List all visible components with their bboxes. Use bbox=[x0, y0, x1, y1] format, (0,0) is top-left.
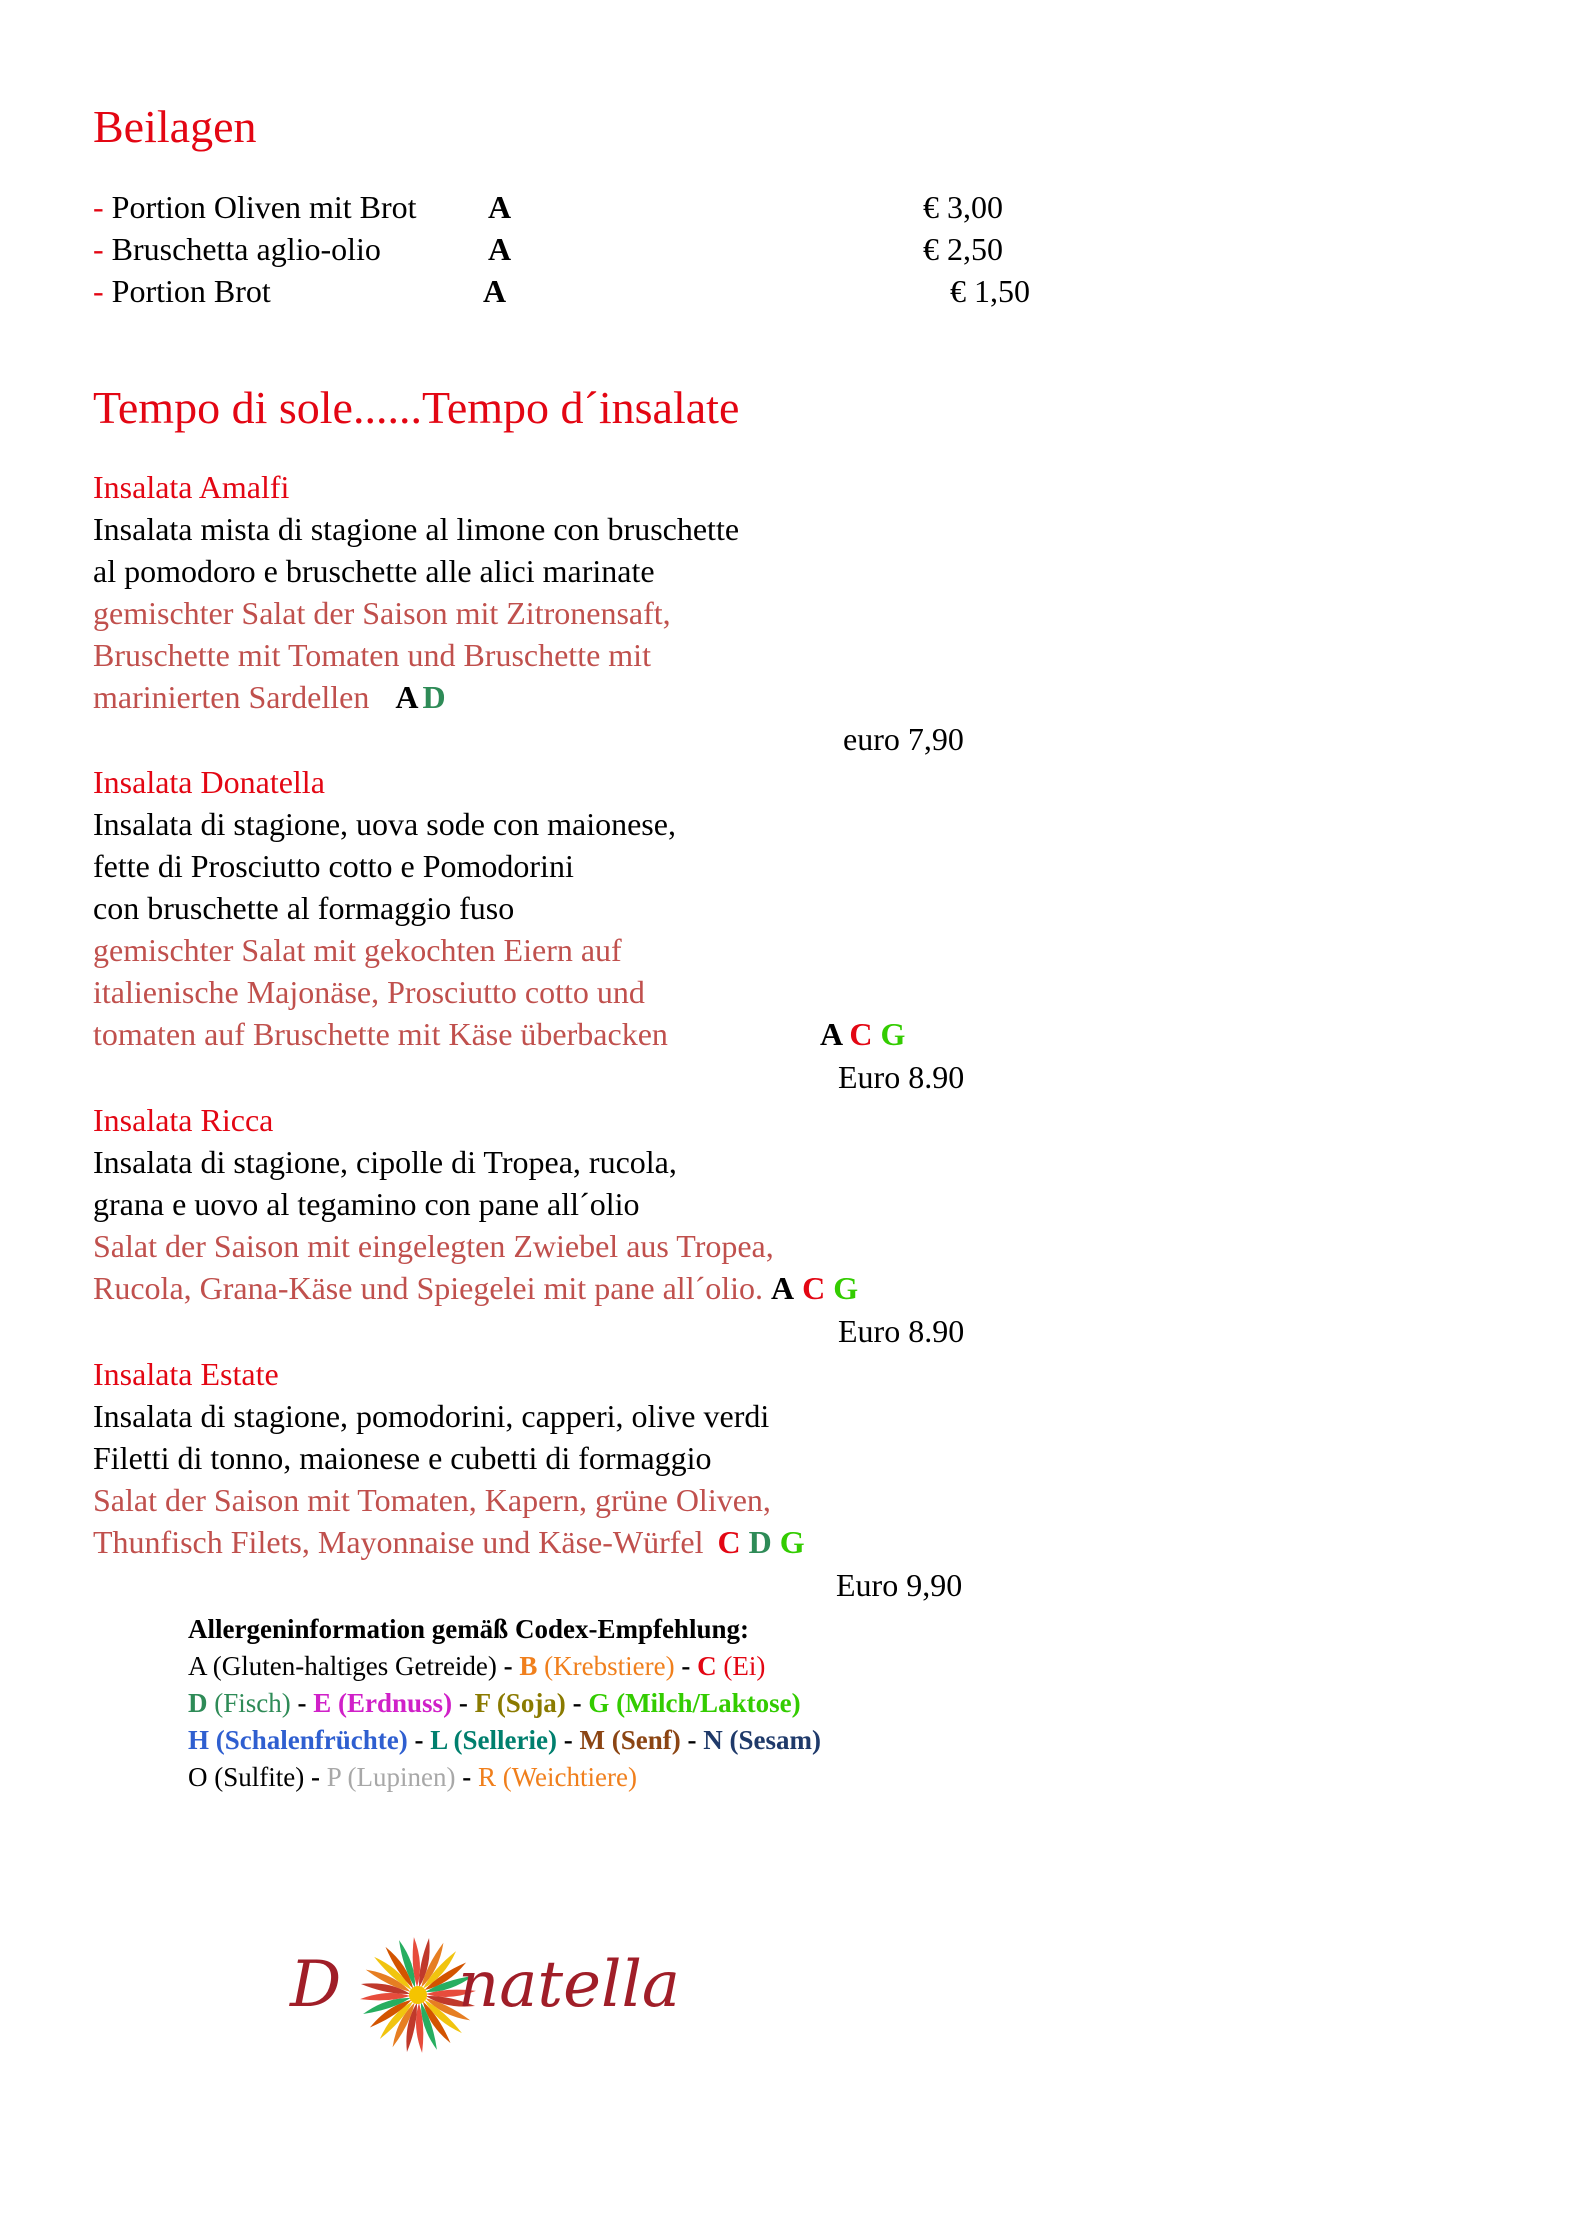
allergen-legend-entry bbox=[188, 1651, 497, 1681]
allergen-legend-label: (Sellerie) bbox=[453, 1725, 557, 1755]
allergen-legend-label: (Sesam) bbox=[729, 1725, 821, 1755]
item-price: € 2,50 bbox=[923, 231, 1003, 267]
allergen-legend-entry bbox=[430, 1725, 557, 1755]
allergen-codes bbox=[820, 1013, 905, 1055]
allergen-legend-label: (Fisch) bbox=[214, 1688, 291, 1718]
allergen-separator: - bbox=[452, 1688, 475, 1718]
allergen-info-list bbox=[188, 1648, 821, 1796]
salad-desc-de: Salat der Saison mit eingelegten Zwiebel aus Tropea, bbox=[93, 1228, 774, 1264]
salads-title: Tempo di sole......Tempo d´insalate bbox=[93, 382, 740, 433]
allergen-separator: - bbox=[496, 1651, 520, 1681]
beilagen-title: Beilagen bbox=[93, 101, 257, 152]
allergen-legend-code: L bbox=[430, 1725, 454, 1755]
salad-desc-it: Insalata di stagione, pomodorini, capperi, olive verdi bbox=[93, 1398, 770, 1434]
allergen-legend-code: P bbox=[326, 1762, 348, 1792]
salad-desc-it: grana e uovo al tegamino con pane all´olio bbox=[93, 1186, 640, 1222]
allergen-legend-code: M bbox=[579, 1725, 612, 1755]
salad-desc-de: gemischter Salat der Saison mit Zitronensaft, bbox=[93, 595, 671, 631]
salad-desc-row bbox=[93, 676, 446, 718]
allergen-legend-entry bbox=[588, 1688, 800, 1718]
beilagen-item bbox=[93, 228, 381, 270]
allergen-legend-label: (Sulfite) bbox=[214, 1762, 305, 1792]
salad-desc-it: fette di Prosciutto cotto e Pomodorini bbox=[93, 848, 574, 884]
allergen-legend-code: N bbox=[703, 1725, 730, 1755]
item-price: € 3,00 bbox=[923, 189, 1003, 225]
allergen-separator: - bbox=[680, 1725, 704, 1755]
allergen-code: D bbox=[422, 679, 446, 715]
allergen-separator: - bbox=[304, 1762, 327, 1792]
allergen-legend-entry bbox=[327, 1762, 456, 1792]
item-allergen: A bbox=[488, 231, 512, 267]
allergen-code: G bbox=[880, 1016, 906, 1052]
allergen-legend-code: A bbox=[188, 1651, 213, 1681]
allergen-legend-code: C bbox=[697, 1651, 724, 1681]
allergen-legend-code: G bbox=[588, 1688, 617, 1718]
allergen-legend-code: H bbox=[188, 1725, 216, 1755]
salad-price: Euro 9,90 bbox=[836, 1567, 963, 1603]
salad-desc-row bbox=[93, 1521, 805, 1563]
salad-desc-it: Filetti di tonno, maionese e cubetti di formaggio bbox=[93, 1440, 712, 1476]
salad-desc-it: con bruschette al formaggio fuso bbox=[93, 890, 515, 926]
allergen-legend-line bbox=[188, 1648, 821, 1685]
allergen-legend-label: (Senf) bbox=[611, 1725, 681, 1755]
dash: - bbox=[93, 189, 104, 225]
allergen-code: A bbox=[395, 679, 419, 715]
allergen-legend-code: O bbox=[188, 1762, 215, 1792]
item-allergen: A bbox=[488, 189, 512, 225]
allergen-separator: - bbox=[407, 1725, 431, 1755]
allergen-code: C bbox=[849, 1016, 873, 1052]
allergen-legend-entry bbox=[188, 1762, 304, 1792]
allergen-code: D bbox=[748, 1524, 772, 1560]
allergen-legend-line bbox=[188, 1722, 821, 1759]
allergen-legend-code: F bbox=[474, 1688, 497, 1718]
item-name: Portion Brot bbox=[111, 273, 271, 309]
allergen-legend-code: D bbox=[188, 1688, 215, 1718]
allergen-separator: - bbox=[455, 1762, 478, 1792]
salad-price: Euro 8.90 bbox=[838, 1313, 965, 1349]
salad-desc-de: italienische Majonäse, Prosciutto cotto und bbox=[93, 974, 645, 1010]
salad-desc-it: Insalata mista di stagione al limone con bruschette bbox=[93, 511, 740, 547]
allergen-legend-label: (Soja) bbox=[496, 1688, 566, 1718]
salad-desc-it: al pomodoro e bruschette alle alici marinate bbox=[93, 553, 655, 589]
allergen-separator: - bbox=[290, 1688, 314, 1718]
allergen-code: G bbox=[833, 1270, 859, 1306]
salad-price: euro 7,90 bbox=[843, 721, 964, 757]
allergen-legend-code: E bbox=[313, 1688, 339, 1718]
allergen-code: G bbox=[779, 1524, 805, 1560]
allergen-code: C bbox=[717, 1524, 741, 1560]
allergen-legend-label: (Krebstiere) bbox=[544, 1651, 675, 1681]
salad-desc-de: Salat der Saison mit Tomaten, Kapern, grüne Oliven, bbox=[93, 1482, 771, 1518]
allergen-legend-entry bbox=[475, 1688, 566, 1718]
item-allergen: A bbox=[483, 273, 507, 309]
allergen-legend-entry bbox=[188, 1725, 408, 1755]
allergen-legend-label: (Lupinen) bbox=[347, 1762, 456, 1792]
allergen-legend-line bbox=[188, 1685, 821, 1722]
item-name: Bruschetta aglio-olio bbox=[111, 231, 381, 267]
allergen-legend-label: (Weichtiere) bbox=[502, 1762, 637, 1792]
allergen-info-title: Allergeninformation gemäß Codex-Empfehlung: bbox=[188, 1614, 749, 1644]
allergen-legend-entry bbox=[519, 1651, 674, 1681]
dash: - bbox=[93, 231, 104, 267]
allergen-code: A bbox=[820, 1016, 842, 1052]
allergen-legend-label: (Gluten-haltiges Getreide) bbox=[212, 1651, 497, 1681]
salad-desc-de: Thunfisch Filets, Mayonnaise und Käse-Würfel bbox=[93, 1524, 704, 1560]
allergen-code: C bbox=[802, 1270, 826, 1306]
salad-name: Insalata Amalfi bbox=[93, 469, 290, 505]
salad-name: Insalata Estate bbox=[93, 1356, 279, 1392]
allergen-legend-code: R bbox=[477, 1762, 503, 1792]
allergen-legend-entry bbox=[188, 1688, 291, 1718]
allergen-legend-entry bbox=[579, 1725, 680, 1755]
salad-desc-de: Rucola, Grana-Käse und Spiegelei mit pane all´olio. bbox=[93, 1270, 764, 1306]
salad-desc-it: Insalata di stagione, cipolle di Tropea, rucola, bbox=[93, 1144, 677, 1180]
allergen-legend-label: (Erdnuss) bbox=[338, 1688, 453, 1718]
logo-text-natella: natella bbox=[458, 1948, 681, 2022]
allergen-legend-entry bbox=[478, 1762, 637, 1792]
salad-price: Euro 8.90 bbox=[838, 1059, 965, 1095]
allergen-legend-label: (Milch/Laktose) bbox=[616, 1688, 801, 1718]
allergen-legend-label: (Schalenfrüchte) bbox=[215, 1725, 408, 1755]
allergen-separator: - bbox=[556, 1725, 580, 1755]
salad-desc-it: Insalata di stagione, uova sode con maionese, bbox=[93, 806, 676, 842]
allergen-legend-entry bbox=[703, 1725, 821, 1755]
dash: - bbox=[93, 273, 104, 309]
allergen-separator: - bbox=[674, 1651, 698, 1681]
item-name: Portion Oliven mit Brot bbox=[111, 189, 417, 225]
salad-desc-de: Bruschette mit Tomaten und Bruschette mit bbox=[93, 637, 651, 673]
salad-desc-de: marinierten Sardellen bbox=[93, 679, 370, 715]
allergen-legend-code: B bbox=[519, 1651, 545, 1681]
allergen-legend-entry bbox=[313, 1688, 452, 1718]
donatella-logo bbox=[290, 1930, 681, 2060]
salad-name: Insalata Ricca bbox=[93, 1102, 274, 1138]
salad-desc-de: gemischter Salat mit gekochten Eiern auf bbox=[93, 932, 622, 968]
salad-name: Insalata Donatella bbox=[93, 764, 325, 800]
allergen-separator: - bbox=[565, 1688, 589, 1718]
allergen-legend-label: (Ei) bbox=[723, 1651, 766, 1681]
beilagen-item bbox=[93, 270, 271, 312]
logo-letter-d: D bbox=[290, 1948, 342, 2022]
salad-desc-row bbox=[93, 1267, 858, 1309]
allergen-code: A bbox=[771, 1270, 795, 1306]
allergen-legend-line bbox=[188, 1759, 821, 1796]
salad-desc-de: tomaten auf Bruschette mit Käse überbacken bbox=[93, 1016, 668, 1052]
item-price: € 1,50 bbox=[950, 273, 1030, 309]
allergen-legend-entry bbox=[697, 1651, 765, 1681]
beilagen-item bbox=[93, 186, 417, 228]
